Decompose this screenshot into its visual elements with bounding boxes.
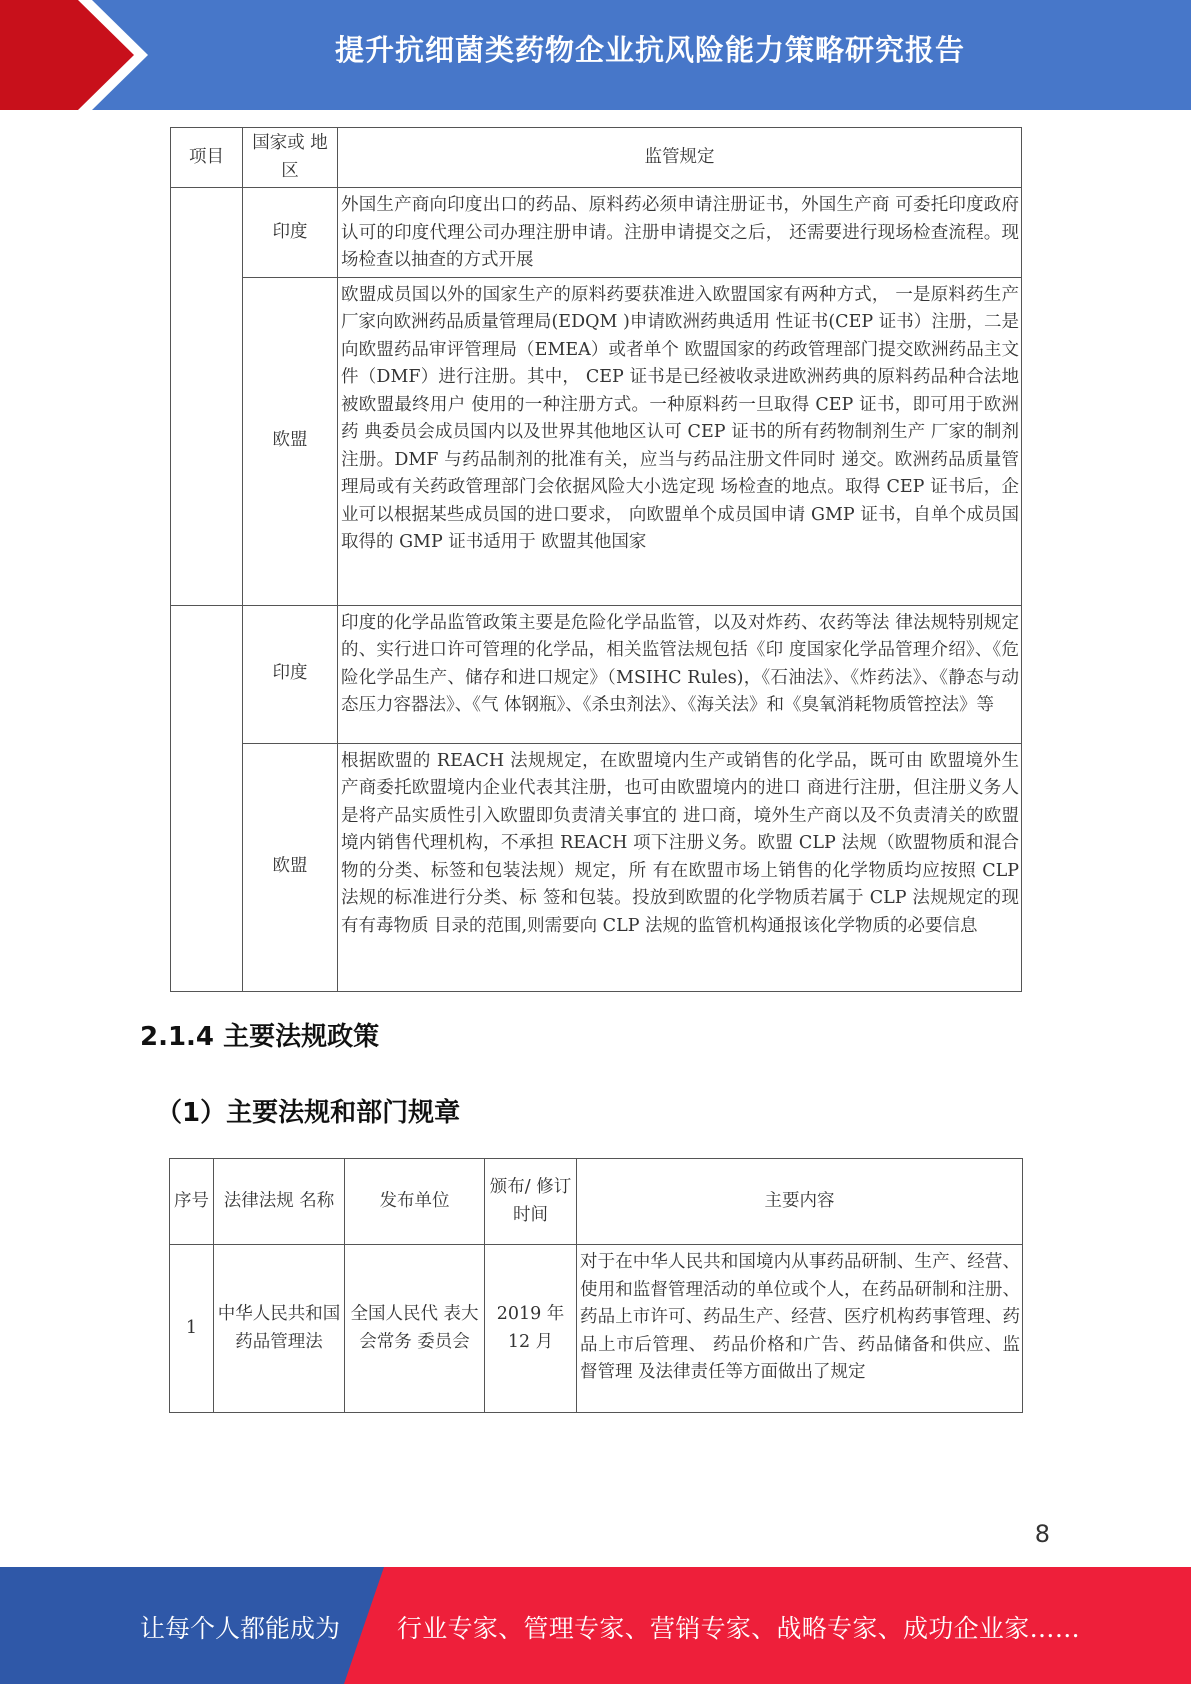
issuer: 全国人民代 表大会常务 委员会 <box>345 1245 485 1413</box>
page-number: 8 <box>1034 1520 1050 1548</box>
header-regulation: 监管规定 <box>338 128 1022 188</box>
header-no: 序号 <box>170 1159 214 1245</box>
report-title: 提升抗细菌类药物企业抗风险能力策略研究报告 <box>334 33 965 67</box>
item-cell <box>171 605 243 991</box>
table-header-row <box>171 128 1022 188</box>
footer-banner <box>0 1567 1191 1684</box>
regulation-table <box>170 127 1022 992</box>
region-cell: 欧盟 <box>243 277 338 605</box>
regulation-text: 外国生产商向印度出口的药品、原料药必须申请注册证书，外国生产商 可委托印度政府认可的印度代理公司办理注册申请。注册申请提交之后， 还需要进行现场检查流程。现场检查以抽查的方式开展 <box>338 188 1022 278</box>
footer-slogan-right: 行业专家、管理专家、营销专家、战略专家、成功企业家…… <box>397 1614 1081 1643</box>
header-issuer: 发布单位 <box>345 1159 485 1245</box>
regulation-text: 根据欧盟的 REACH 法规规定，在欧盟境内生产或销售的化学品，既可由 欧盟境外生产商委托欧盟境内企业代表其注册，也可由欧盟境内的进口 商进行注册，但注册义务人是将产品实质性引入欧盟即负责清关事宜的 进口商，境外生产商以及不负责清关的欧盟境内销售代理机构，不承担 REACH 项下注册义务。欧盟 CLP 法规（欧盟物质和混合物的分类、标签和包装法规）规定，所 有在欧盟市场上销售的化学物质均应按照 CLP 法规的标准进行分类、标 签和包装。投放到欧盟的化学物质若属于 CLP 法规规定的现有有毒物质 目录的范围,则需要向 CLP 法规的监管机构通报该化学物质的必要信息 <box>338 743 1022 991</box>
regulation-text: 欧盟成员国以外的国家生产的原料药要获准进入欧盟国家有两种方式， 一是原料药生产厂家向欧洲药品质量管理局(EDQM )申请欧洲药典适用 性证书(CEP 证书）注册，二是向欧盟药品审评管理局（EMEA）或者单个 欧盟国家的药政管理部门提交欧洲药品主文件（DMF）进行注册。其中， CEP 证书是已经被收录进欧洲药典的原料药品种合法地被欧盟最终用户 使用的一种注册方式。一种原料药一旦取得 CEP 证书，即可用于欧洲药 典委员会成员国内以及世界其他地区认可 CEP 证书的所有药物制剂生产 厂家的制剂注册。DMF 与药品制剂的批准有关，应当与药品注册文件同时 递交。欧洲药品质量管理局或有关药政管理部门会依据风险大小选定现 场检查的地点。取得 CEP 证书后，企业可以根据某些成员国的进口要求， 向欧盟单个成员国申请 GMP 证书，自单个成员国取得的 GMP 证书适用于 欧盟其他国家 <box>338 277 1022 605</box>
region-cell: 印度 <box>243 605 338 743</box>
footer-slogan-left: 让每个人都能成为 <box>140 1614 341 1643</box>
table-row <box>171 743 1022 991</box>
subsection-heading: （1）主要法规和部门规章 <box>156 1098 461 1128</box>
issue-date: 2019 年 12 月 <box>485 1245 577 1413</box>
row-number: 1 <box>170 1245 214 1413</box>
regulation-text: 印度的化学品监管政策主要是危险化学品监管，以及对炸药、农药等法 律法规特别规定的、实行进口许可管理的化学品，相关监管法规包括《印 度国家化学品管理介绍》、《危险化学品生产、储存和进口规定》（MSIHC Rules)，《石油法》、《炸药法》、《静态与动态压力容器法》、《气 体钢瓶》、《杀虫剂法》、《海关法》和《臭氧消耗物质管控法》等 <box>338 605 1022 743</box>
header-date: 颁布/ 修订 时间 <box>485 1159 577 1245</box>
header-region: 国家或 地区 <box>243 128 338 188</box>
table-header-row <box>170 1159 1023 1245</box>
section-heading: 2.1.4 主要法规政策 <box>140 1022 380 1052</box>
region-cell: 欧盟 <box>243 743 338 991</box>
header-item: 项目 <box>171 128 243 188</box>
region-cell: 印度 <box>243 188 338 278</box>
header-banner <box>0 0 1191 110</box>
item-cell <box>171 188 243 606</box>
law-content: 对于在中华人民共和国境内从事药品研制、生产、经营、使用和监督管理活动的单位或个人，在药品研制和注册、药品上市许可、药品生产、经营、医疗机构药事管理、药品上市后管理、 药品价格和广告、药品储备和供应、监督管理 及法律责任等方面做出了规定 <box>577 1245 1023 1413</box>
table-row <box>171 188 1022 278</box>
table-row <box>171 277 1022 605</box>
law-name: 中华人民共和国药品管理法 <box>214 1245 345 1413</box>
header-content: 主要内容 <box>577 1159 1023 1245</box>
table-row <box>171 605 1022 743</box>
header-law-name: 法律法规 名称 <box>214 1159 345 1245</box>
laws-table <box>169 1158 1023 1413</box>
table-row <box>170 1245 1023 1413</box>
